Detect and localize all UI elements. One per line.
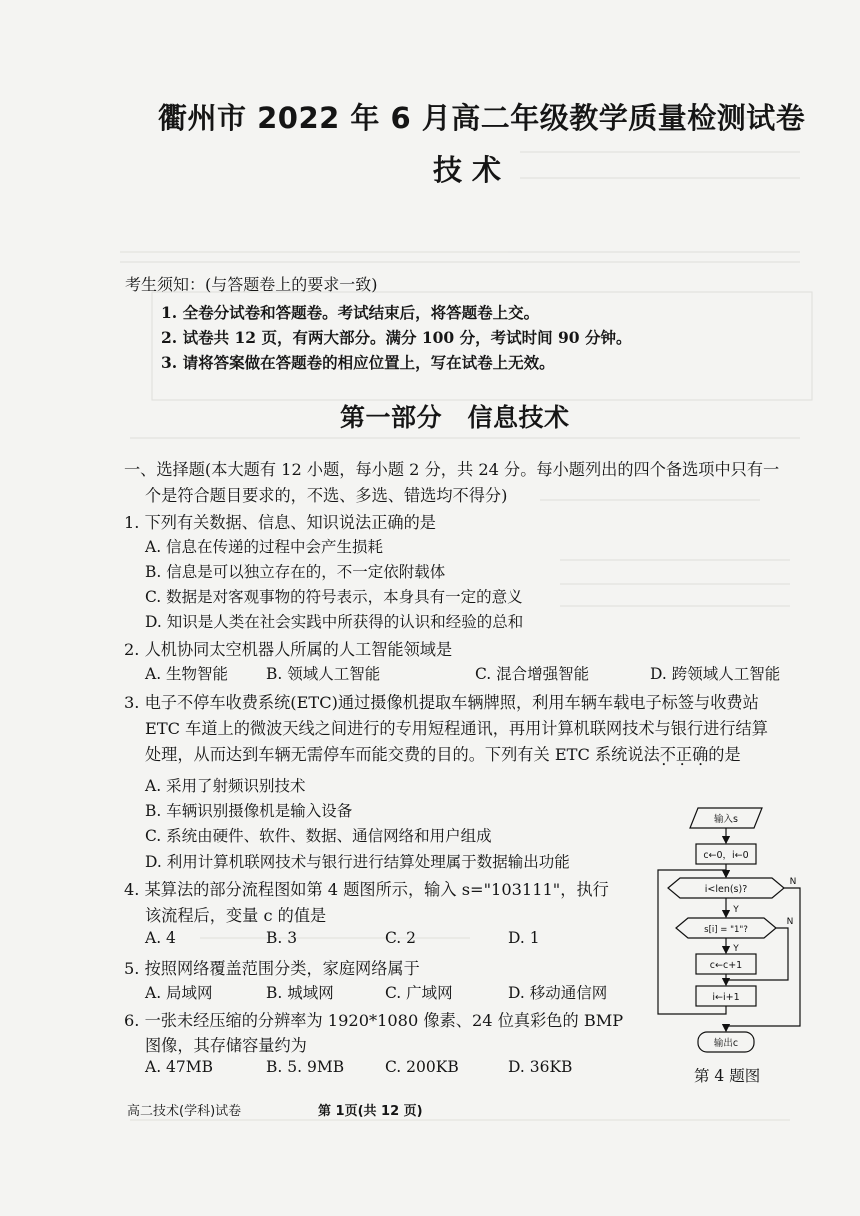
question-4-option-a: A. 4 bbox=[145, 929, 176, 947]
question-6-option-d: D. 36KB bbox=[508, 1058, 573, 1076]
footer-course-label: 高二技术(学科)试卷 bbox=[127, 1104, 242, 1119]
question-3-line3-a: 处理，从而达到车辆无需停车而能交费的目的。下列有关 ETC 系统说法 bbox=[145, 745, 660, 764]
question-4-line2: 该流程后，变量 c 的值是 bbox=[145, 906, 327, 925]
question-5-option-b: B. 城域网 bbox=[266, 984, 334, 1002]
question-3-option-b: B. 车辆识别摄像机是输入设备 bbox=[145, 802, 353, 820]
notice-item: 1. 全卷分试卷和答题卷。考试结束后，将答题卷上交。 bbox=[161, 303, 540, 322]
question-1-option-a: A. 信息在传递的过程中会产生损耗 bbox=[145, 538, 384, 556]
question-2-stem: 2. 人机协同太空机器人所属的人工智能领域是 bbox=[124, 640, 453, 659]
question-3-line3 bbox=[145, 741, 741, 765]
question-3-option-c: C. 系统由硬件、软件、数据、通信网络和用户组成 bbox=[145, 827, 492, 845]
question-6-line2: 图像，其存储容量约为 bbox=[145, 1036, 307, 1055]
notice-heading: 考生须知：(与答题卷上的要求一致) bbox=[125, 275, 378, 294]
emphasis-text: 不正确 • • • bbox=[660, 745, 709, 764]
question-3-option-a: A. 采用了射频识别技术 bbox=[145, 777, 306, 795]
flowchart-figure bbox=[650, 800, 810, 1056]
section-instructions-line1: 一、选择题(本大题有 12 小题，每小题 2 分，共 24 分。每小题列出的四个备选项中只有一 bbox=[124, 460, 780, 479]
question-5-stem: 5. 按照网络覆盖范围分类，家庭网络属于 bbox=[124, 959, 420, 978]
flowchart-cond2-label: s[i] = "1"? bbox=[704, 925, 748, 935]
flowchart-inc-c-label: c←c+1 bbox=[709, 960, 743, 971]
question-6-option-b: B. 5. 9MB bbox=[266, 1058, 345, 1076]
question-3-line1: 3. 电子不停车收费系统(ETC)通过摄像机提取车辆牌照，利用车辆车载电子标签与收费站 bbox=[124, 693, 759, 712]
flowchart-init-label: c←0，i←0 bbox=[703, 850, 749, 861]
question-3-option-d: D. 利用计算机联网技术与银行进行结算处理属于数据输出功能 bbox=[145, 853, 570, 871]
question-1-option-d: D. 知识是人类在社会实践中所获得的认识和经验的总和 bbox=[145, 613, 524, 631]
notice-item: 3. 请将答案做在答题卷的相应位置上，写在试卷上无效。 bbox=[161, 353, 555, 372]
flowchart-output-label: 输出c bbox=[713, 1038, 739, 1049]
subject-title: 技术 bbox=[433, 153, 512, 187]
question-1-option-c: C. 数据是对客观事物的符号表示，本身具有一定的意义 bbox=[145, 588, 523, 606]
question-6-line1: 6. 一张未经压缩的分辨率为 1920*1080 像素、24 位真彩色的 BMP bbox=[124, 1011, 624, 1030]
question-4-option-d: D. 1 bbox=[508, 929, 540, 947]
notice-item: 2. 试卷共 12 页，有两大部分。满分 100 分，考试时间 90 分钟。 bbox=[161, 328, 632, 347]
question-3-line3-c: 的是 bbox=[708, 745, 741, 764]
flowchart-yes-2: Y bbox=[733, 944, 739, 954]
footer-page-number: 第 1页(共 12 页) bbox=[318, 1104, 423, 1119]
flowchart-yes-1: Y bbox=[733, 905, 739, 915]
exam-title: 衢州市 2022 年 6 月高二年级教学质量检测试卷 bbox=[158, 101, 806, 135]
question-2-option-c: C. 混合增强智能 bbox=[475, 665, 590, 683]
question-2-option-d: D. 跨领域人工智能 bbox=[650, 665, 781, 683]
question-4-option-c: C. 2 bbox=[385, 929, 417, 947]
question-5-option-c: C. 广域网 bbox=[385, 984, 453, 1002]
question-5-option-a: A. 局域网 bbox=[145, 984, 213, 1002]
question-4-option-b: B. 3 bbox=[266, 929, 298, 947]
flowchart-input-label: 输入s bbox=[714, 814, 738, 825]
section-instructions-line2: 个是符合题目要求的，不选、多选、错选均不得分) bbox=[145, 486, 508, 505]
flowchart-caption: 第 4 题图 bbox=[694, 1067, 761, 1085]
flowchart-inc-i-label: i←i+1 bbox=[712, 992, 740, 1003]
question-4-line1: 4. 某算法的部分流程图如第 4 题图所示，输入 s="103111"，执行 bbox=[124, 880, 609, 899]
question-6-option-c: C. 200KB bbox=[385, 1058, 459, 1076]
question-2-option-a: A. 生物智能 bbox=[145, 665, 229, 683]
flowchart-cond1-label: i<len(s)? bbox=[704, 884, 748, 895]
question-5-option-d: D. 移动通信网 bbox=[508, 984, 608, 1002]
question-2-option-b: B. 领域人工智能 bbox=[266, 665, 381, 683]
question-1-stem: 1. 下列有关数据、信息、知识说法正确的是 bbox=[124, 513, 436, 532]
question-6-option-a: A. 47MB bbox=[145, 1058, 214, 1076]
question-3-line2: ETC 车道上的微波天线之间进行的专用短程通讯，再用计算机联网技术与银行进行结算 bbox=[145, 719, 768, 738]
flowchart-no-1: N bbox=[789, 877, 797, 887]
part-one-title: 第一部分 信息技术 bbox=[340, 403, 570, 432]
flowchart-no-2: N bbox=[786, 917, 794, 927]
question-1-option-b: B. 信息是可以独立存在的，不一定依附载体 bbox=[145, 563, 446, 581]
